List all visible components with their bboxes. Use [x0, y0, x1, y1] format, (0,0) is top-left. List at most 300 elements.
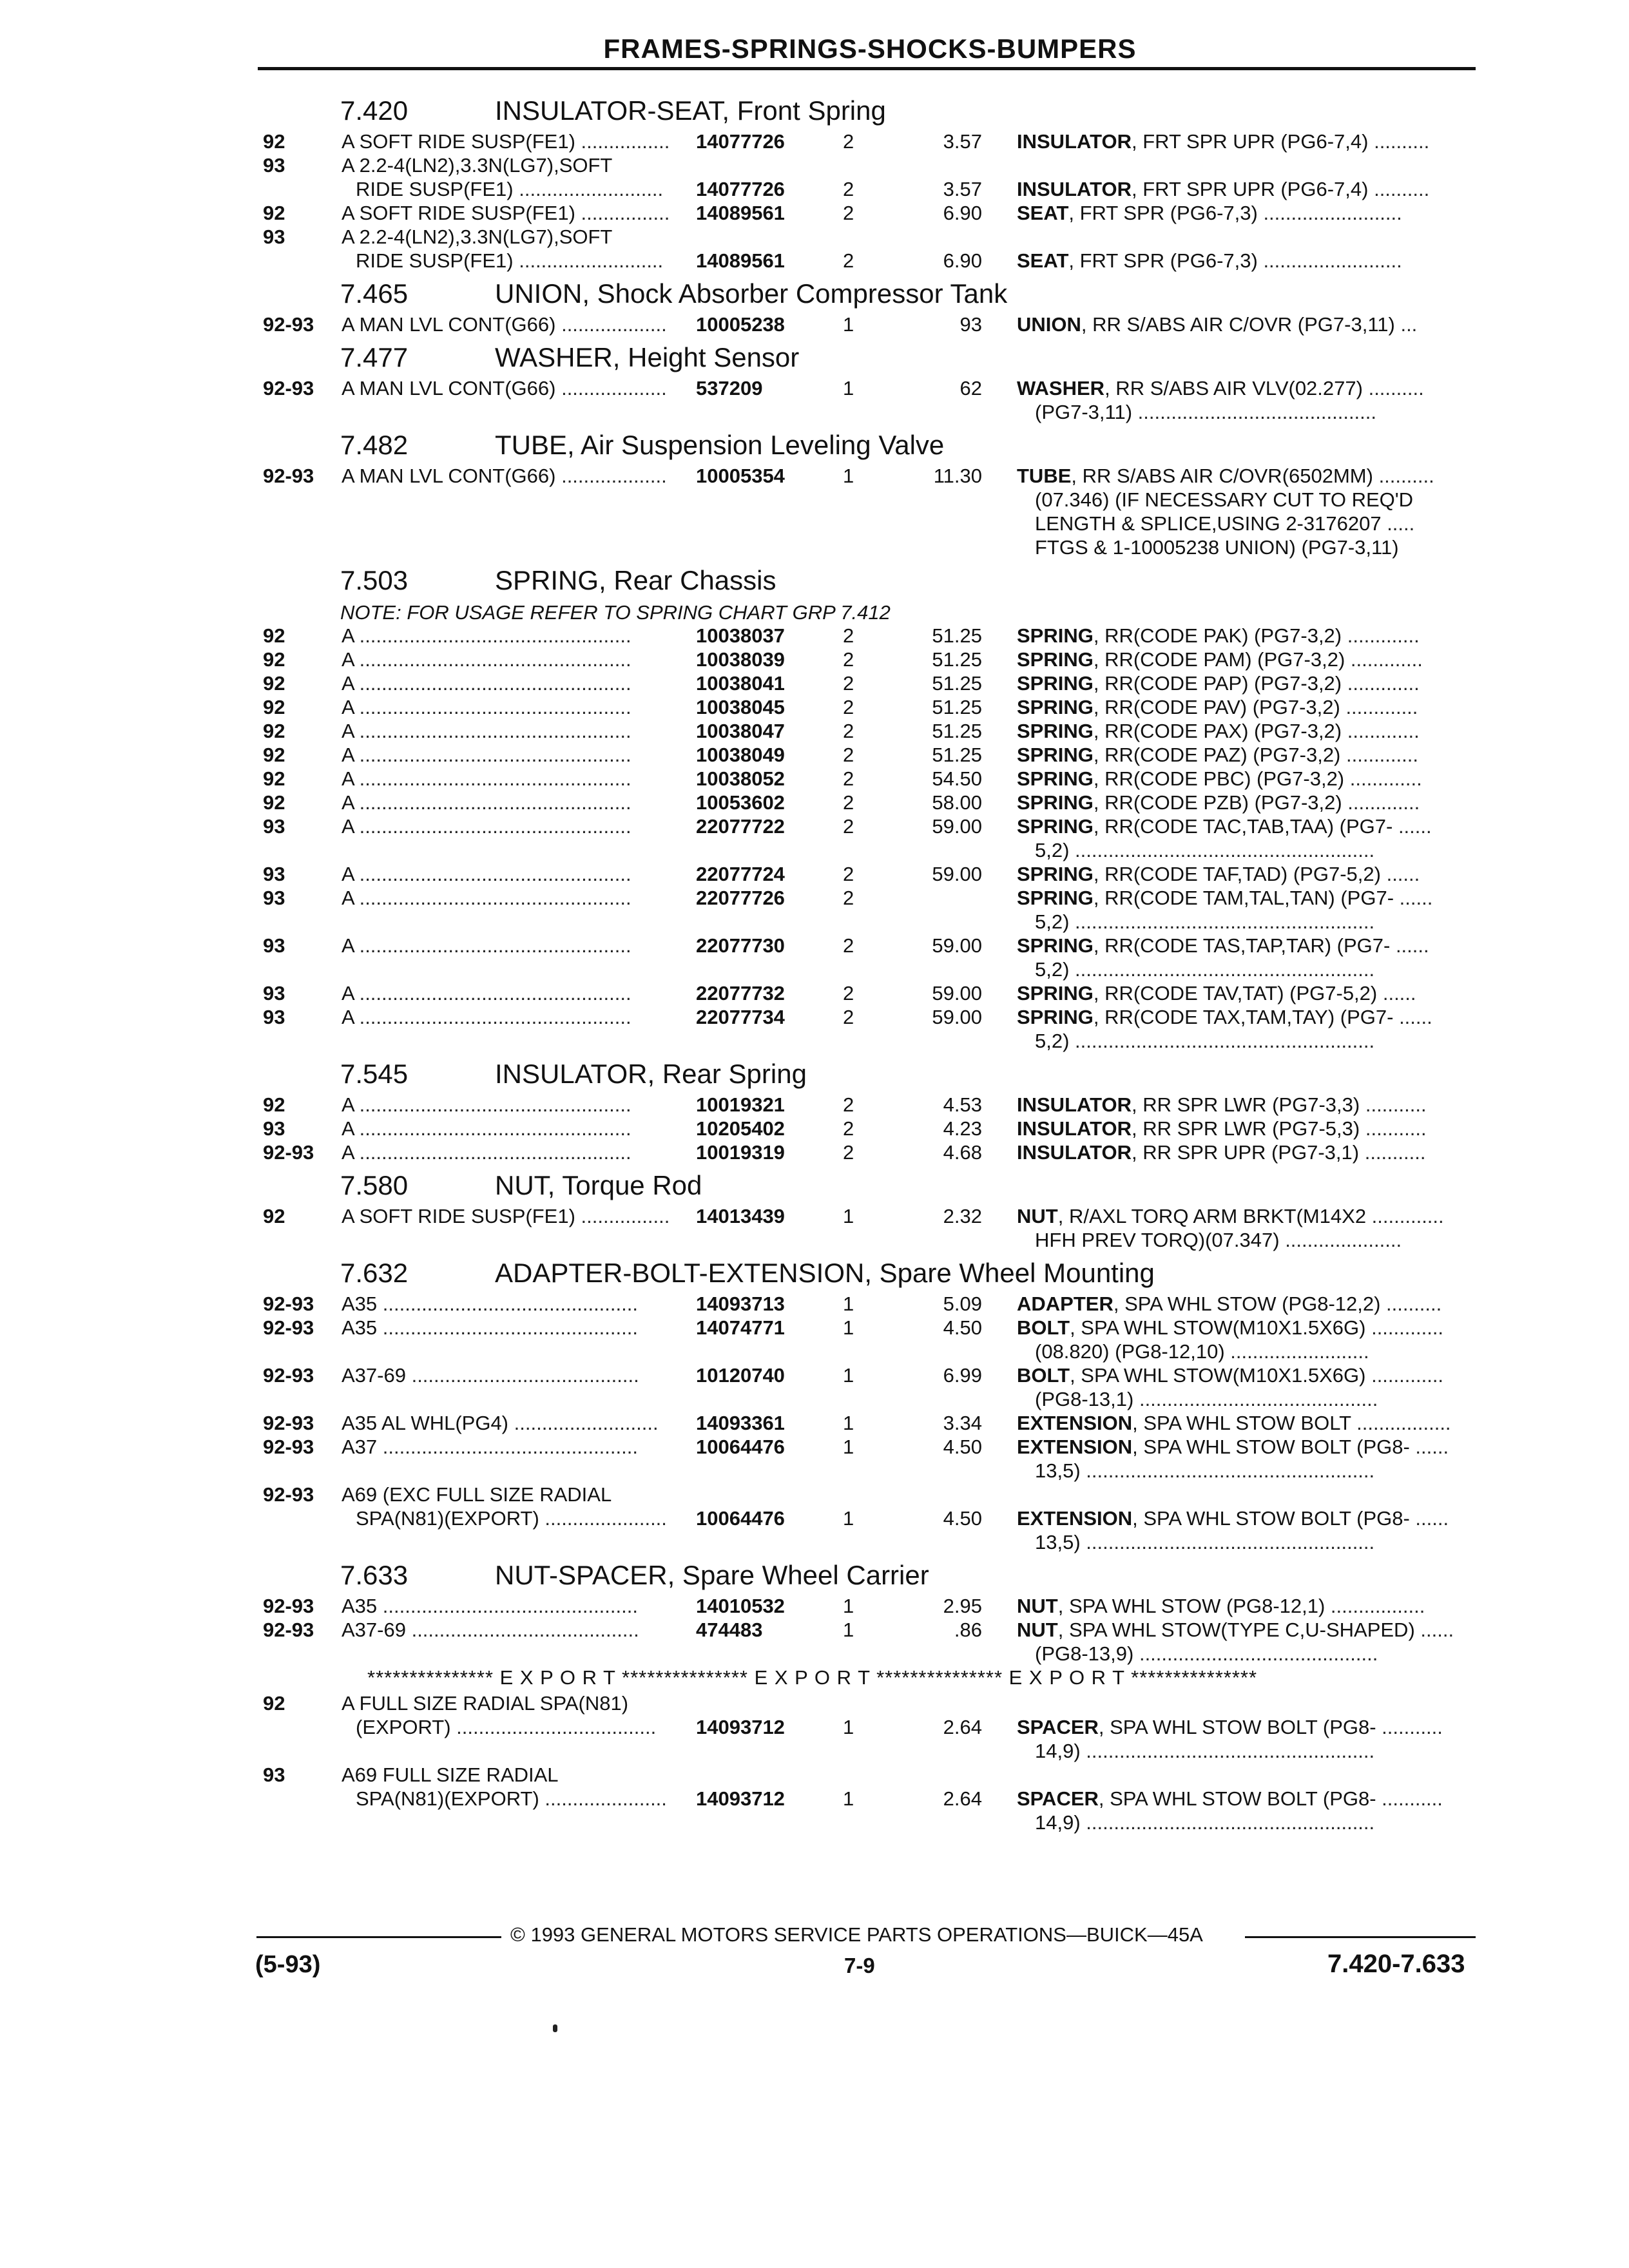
- group-title: TUBE, Air Suspension Leveling Valve: [495, 430, 945, 460]
- price: 4.53: [943, 1093, 982, 1116]
- part-number: 14093713: [696, 1293, 785, 1315]
- quantity: 2: [843, 744, 854, 766]
- usage-text: A: [342, 1141, 354, 1164]
- row-line: [0, 887, 1629, 910]
- usage-text: A MAN LVL CONT(G66): [342, 465, 556, 487]
- leader-dots: ....................................................: [1080, 1459, 1375, 1482]
- usage-note-text: NOTE: FOR USAGE REFER TO SPRING CHART GRP 7.412: [340, 601, 891, 624]
- price: 11.30: [933, 465, 982, 487]
- usage-text: A35: [342, 1293, 378, 1315]
- group-heading: [0, 1253, 1629, 1293]
- usage-text: A35: [342, 1595, 378, 1617]
- table-row: [0, 1436, 1629, 1483]
- usage-description: [342, 1483, 612, 1506]
- quantity: 2: [843, 648, 854, 671]
- usage-text: A69 FULL SIZE RADIAL: [342, 1763, 559, 1786]
- table-row: [0, 982, 1629, 1006]
- group-number: 7.545: [340, 1059, 409, 1089]
- row-line: [0, 178, 1629, 202]
- part-detail: , SPA WHL STOW BOLT (PG8-: [1098, 1716, 1376, 1738]
- part-description: [1017, 1205, 1444, 1228]
- model-year: 92: [263, 791, 285, 814]
- row-line: [0, 982, 1629, 1006]
- group-heading: [0, 1165, 1629, 1205]
- quantity: 1: [843, 1787, 854, 1810]
- leader-dots: .................................................: [353, 648, 631, 671]
- usage-description: [342, 313, 667, 336]
- leader-dots: ......................................................: [1069, 910, 1375, 933]
- part-name: INSULATOR: [1017, 130, 1132, 153]
- leader-dots: ..............................................: [377, 1316, 638, 1339]
- part-description: [1017, 934, 1429, 957]
- price: 59.00: [932, 815, 982, 838]
- leader-dots: ......: [1380, 863, 1420, 885]
- usage-text: A37: [342, 1436, 378, 1458]
- leader-dots: ......................................................: [1069, 839, 1375, 861]
- part-description-continued: [1035, 839, 1374, 862]
- usage-text: A: [342, 791, 354, 814]
- table-row: [0, 815, 1629, 863]
- usage-description: [342, 1692, 628, 1715]
- row-line: [0, 1692, 1629, 1716]
- part-name: SPRING: [1017, 672, 1094, 695]
- part-description: [1017, 1787, 1443, 1811]
- usage-description: [342, 1117, 631, 1140]
- usage-text: SPA(N81)(EXPORT): [356, 1507, 539, 1530]
- table-row: [0, 1205, 1629, 1253]
- leader-dots: .....................: [1279, 1229, 1402, 1251]
- leader-dots: ......: [1394, 887, 1433, 909]
- usage-text: A: [342, 982, 354, 1004]
- group-number: 7.633: [340, 1560, 409, 1590]
- continued-text: 5,2): [1035, 1030, 1070, 1052]
- quantity: 2: [843, 863, 854, 885]
- usage-text: A35 AL WHL(PG4): [342, 1412, 509, 1434]
- part-description: [1017, 1293, 1441, 1316]
- usage-text: A69 (EXC FULL SIZE RADIAL: [342, 1483, 612, 1506]
- table-row: [0, 1364, 1629, 1412]
- leader-dots: .............: [1342, 672, 1420, 695]
- part-detail: , RR(CODE PZB) (PG7-3,2): [1093, 791, 1342, 814]
- leader-dots: .............: [1342, 791, 1420, 814]
- page-header-title: FRAMES-SPRINGS-SHOCKS-BUMPERS: [603, 34, 1137, 64]
- leader-dots: .................: [1325, 1595, 1425, 1617]
- part-number: 22077730: [696, 934, 785, 957]
- price: 2.64: [943, 1716, 982, 1738]
- model-year: 92: [263, 767, 285, 790]
- table-row: [0, 1006, 1629, 1053]
- leader-dots: .................................................: [353, 1141, 631, 1164]
- group-section: [0, 273, 1629, 337]
- group-section: [0, 1053, 1629, 1165]
- row-line: [0, 1740, 1629, 1763]
- quantity: 2: [843, 178, 854, 200]
- group-number: 7.632: [340, 1258, 409, 1288]
- row-line: [0, 1787, 1629, 1811]
- model-year: 93: [263, 154, 285, 177]
- leader-dots: .................................................: [353, 672, 631, 695]
- group-heading: [0, 425, 1629, 465]
- group-heading: [0, 273, 1629, 313]
- part-name: UNION: [1017, 313, 1081, 336]
- part-name: NUT: [1017, 1205, 1058, 1227]
- row-line: [0, 1436, 1629, 1459]
- part-description-continued: [1035, 1388, 1378, 1411]
- footer-revision-date: (5-93): [255, 1951, 321, 1978]
- row-line: [0, 672, 1629, 696]
- model-year: 92: [263, 672, 285, 695]
- part-description: [1017, 887, 1432, 910]
- leader-dots: .............: [1365, 1364, 1444, 1387]
- price: 59.00: [932, 934, 982, 957]
- part-description: [1017, 672, 1420, 695]
- part-description: [1017, 1093, 1427, 1117]
- part-description-continued: [1035, 1811, 1374, 1834]
- leader-dots: ...................: [555, 465, 667, 487]
- leader-dots: .................................................: [353, 1117, 631, 1140]
- usage-description: [356, 1507, 667, 1530]
- part-description: [1017, 791, 1420, 814]
- part-description: [1017, 696, 1418, 719]
- row-line: [0, 536, 1629, 560]
- table-row: [0, 313, 1629, 337]
- part-detail: , SPA WHL STOW(TYPE C,U-SHAPED): [1057, 1619, 1415, 1641]
- leader-dots: .........................................: [405, 1364, 639, 1387]
- row-line: [0, 202, 1629, 226]
- part-name: SPRING: [1017, 744, 1094, 766]
- price: 51.25: [932, 720, 982, 742]
- continued-text: 14,9): [1035, 1811, 1081, 1834]
- group-heading: [0, 90, 1629, 130]
- model-year: 92: [263, 1093, 285, 1116]
- quantity: 1: [843, 1716, 854, 1738]
- usage-description: [342, 696, 631, 719]
- group-section: [0, 1253, 1629, 1555]
- part-name: INSULATOR: [1017, 178, 1132, 200]
- continued-text: 13,5): [1035, 1459, 1081, 1482]
- row-line: [0, 648, 1629, 672]
- model-year: 93: [263, 1763, 285, 1786]
- price: 3.57: [943, 178, 982, 200]
- price: .86: [954, 1619, 982, 1641]
- continued-text: FTGS & 1-10005238 UNION) (PG7-3,11): [1035, 536, 1399, 559]
- part-detail: , FRT SPR UPR (PG6-7,4): [1131, 178, 1369, 200]
- price: 6.99: [943, 1364, 982, 1387]
- part-detail: , RR(CODE TAM,TAL,TAN) (PG7-: [1093, 887, 1394, 909]
- usage-description: [342, 1141, 631, 1164]
- quantity: 2: [843, 767, 854, 790]
- part-number: 22077724: [696, 863, 785, 885]
- usage-text: A: [342, 887, 354, 909]
- price: 6.90: [943, 202, 982, 224]
- part-name: INSULATOR: [1017, 1141, 1132, 1164]
- part-name: SEAT: [1017, 202, 1069, 224]
- part-detail: , RR(CODE TAS,TAP,TAR) (PG7-: [1093, 934, 1391, 957]
- part-name: SPRING: [1017, 624, 1094, 647]
- quantity: 2: [843, 791, 854, 814]
- part-detail: , R/AXL TORQ ARM BRKT(M14X2: [1057, 1205, 1367, 1227]
- part-description: [1017, 863, 1420, 886]
- row-line: [0, 910, 1629, 934]
- model-year: 92: [263, 1205, 285, 1227]
- model-year: 93: [263, 1006, 285, 1028]
- row-line: [0, 401, 1629, 425]
- table-row: [0, 934, 1629, 982]
- table-row: [0, 1595, 1629, 1619]
- usage-description: [342, 767, 631, 791]
- part-description: [1017, 1436, 1449, 1459]
- leader-dots: .................................................: [353, 624, 631, 647]
- part-description: [1017, 1412, 1451, 1435]
- part-number: 14093361: [696, 1412, 785, 1434]
- continued-text: 5,2): [1035, 839, 1070, 861]
- group-title: NUT-SPACER, Spare Wheel Carrier: [495, 1560, 929, 1590]
- price: 59.00: [932, 982, 982, 1004]
- leader-dots: .............: [1344, 767, 1422, 790]
- part-description: [1017, 815, 1432, 838]
- model-year: 92: [263, 720, 285, 742]
- continued-text: 5,2): [1035, 910, 1070, 933]
- usage-description: [342, 1412, 659, 1435]
- leader-dots: ....................................................: [1080, 1531, 1375, 1553]
- row-line: [0, 512, 1629, 536]
- part-name: SPRING: [1017, 863, 1094, 885]
- part-name: EXTENSION: [1017, 1507, 1133, 1530]
- row-line: [0, 130, 1629, 154]
- table-row: [0, 1316, 1629, 1364]
- parts-listing: [0, 90, 1629, 1835]
- table-row: [0, 202, 1629, 226]
- part-detail: , RR SPR UPR (PG7-3,1): [1131, 1141, 1360, 1164]
- table-row: [0, 1293, 1629, 1316]
- part-description: [1017, 720, 1420, 743]
- leader-dots: .............: [1340, 744, 1418, 766]
- part-detail: , RR(CODE PAP) (PG7-3,2): [1093, 672, 1342, 695]
- row-line: [0, 1595, 1629, 1619]
- usage-text: (EXPORT): [356, 1716, 451, 1738]
- leader-dots: ...: [1394, 313, 1418, 336]
- part-name: SPRING: [1017, 815, 1094, 838]
- leader-dots: .................................................: [353, 815, 631, 838]
- usage-text: A: [342, 624, 354, 647]
- quantity: 1: [843, 1619, 854, 1641]
- part-number: 14010532: [696, 1595, 785, 1617]
- usage-text: A: [342, 934, 354, 957]
- leader-dots: .........................: [1224, 1340, 1369, 1363]
- table-row: [0, 154, 1629, 202]
- group-number: 7.477: [340, 342, 409, 372]
- price: 2.32: [943, 1205, 982, 1227]
- row-line: [0, 154, 1629, 178]
- usage-description: [342, 672, 631, 695]
- part-number: 10005238: [696, 313, 785, 336]
- leader-dots: ................: [575, 1205, 670, 1227]
- row-line: [0, 1293, 1629, 1316]
- row-line: [0, 1716, 1629, 1740]
- part-number: 14077726: [696, 130, 785, 153]
- usage-text: A: [342, 1093, 354, 1116]
- usage-text: A: [342, 696, 354, 718]
- export-divider: [0, 1666, 1629, 1692]
- table-row: [0, 672, 1629, 696]
- footer-group-range: 7.420-7.633: [1327, 1950, 1465, 1978]
- row-line: [0, 226, 1629, 249]
- row-line: [0, 815, 1629, 839]
- part-description: [1017, 202, 1402, 225]
- leader-dots: ..............................................: [377, 1436, 638, 1458]
- part-number: 14013439: [696, 1205, 785, 1227]
- quantity: 2: [843, 815, 854, 838]
- model-year: 92-93: [263, 465, 314, 487]
- table-row: [0, 1619, 1629, 1666]
- price: 4.50: [943, 1436, 982, 1458]
- usage-description: [356, 178, 663, 201]
- price: 4.50: [943, 1507, 982, 1530]
- part-description: [1017, 982, 1416, 1005]
- part-name: TUBE: [1017, 465, 1072, 487]
- model-year: 92: [263, 202, 285, 224]
- group-heading: [0, 560, 1629, 600]
- part-description: [1017, 1716, 1443, 1739]
- leader-dots: ......: [1409, 1436, 1449, 1458]
- row-line: [0, 249, 1629, 273]
- usage-text: A35: [342, 1316, 378, 1339]
- usage-description: [342, 934, 631, 957]
- group-title: WASHER, Height Sensor: [495, 342, 800, 372]
- table-row: [0, 1412, 1629, 1436]
- group-heading: [0, 1053, 1629, 1093]
- part-detail: , RR(CODE TAV,TAT) (PG7-5,2): [1093, 982, 1378, 1004]
- quantity: 2: [843, 672, 854, 695]
- part-description-continued: [1035, 910, 1374, 934]
- row-line: [0, 791, 1629, 815]
- leader-dots: ....................................: [450, 1716, 657, 1738]
- group-section: [0, 90, 1629, 273]
- price: 3.34: [943, 1412, 982, 1434]
- usage-description: [342, 1006, 631, 1029]
- model-year: 93: [263, 815, 285, 838]
- part-number: 10038045: [696, 696, 785, 718]
- group-title: INSULATOR, Rear Spring: [495, 1059, 807, 1089]
- group-title: ADAPTER-BOLT-EXTENSION, Spare Wheel Mounting: [495, 1258, 1155, 1288]
- leader-dots: ...........: [1376, 1787, 1443, 1810]
- model-year: 92-93: [263, 1141, 314, 1164]
- model-year: 92: [263, 624, 285, 647]
- quantity: 2: [843, 720, 854, 742]
- leader-dots: .................................................: [353, 1093, 631, 1116]
- price: 2.64: [943, 1787, 982, 1810]
- usage-description: [342, 720, 631, 743]
- part-name: WASHER: [1017, 377, 1105, 399]
- quantity: 1: [843, 1436, 854, 1458]
- footer-rule-right: [1245, 1936, 1476, 1938]
- leader-dots: ...........: [1360, 1093, 1427, 1116]
- leader-dots: .................................................: [353, 720, 631, 742]
- continued-text: 14,9): [1035, 1740, 1081, 1762]
- model-year: 93: [263, 887, 285, 909]
- table-row: [0, 1117, 1629, 1141]
- row-line: [0, 1388, 1629, 1412]
- leader-dots: .................................................: [353, 887, 631, 909]
- leader-dots: ...................: [555, 313, 667, 336]
- part-number: 10053602: [696, 791, 785, 814]
- price: 51.25: [932, 624, 982, 647]
- price: 58.00: [932, 791, 982, 814]
- part-detail: , SPA WHL STOW(M10X1.5X6G): [1070, 1316, 1366, 1339]
- leader-dots: ....................................................: [1080, 1740, 1375, 1762]
- usage-text: A: [342, 767, 354, 790]
- group-heading: [0, 337, 1629, 377]
- model-year: 93: [263, 863, 285, 885]
- row-line: [0, 863, 1629, 887]
- part-number: 14074771: [696, 1316, 785, 1339]
- part-detail: , RR(CODE PAV) (PG7-3,2): [1093, 696, 1340, 718]
- usage-text: A: [342, 863, 354, 885]
- part-number: 14089561: [696, 249, 785, 272]
- price: 5.09: [943, 1293, 982, 1315]
- quantity: 2: [843, 887, 854, 909]
- part-name: NUT: [1017, 1619, 1058, 1641]
- part-name: SPRING: [1017, 887, 1094, 909]
- model-year: 92: [263, 130, 285, 153]
- leader-dots: ....................................................: [1080, 1811, 1375, 1834]
- part-description-continued: [1035, 958, 1374, 981]
- usage-description: [342, 1205, 670, 1228]
- leader-dots: ..........................: [508, 1412, 659, 1434]
- part-number: 10038037: [696, 624, 785, 647]
- table-row: [0, 744, 1629, 767]
- quantity: 2: [843, 1117, 854, 1140]
- group-title: UNION, Shock Absorber Compressor Tank: [495, 278, 1008, 309]
- leader-dots: ...........................................: [1133, 1388, 1378, 1410]
- continued-text: 13,5): [1035, 1531, 1081, 1553]
- part-description-continued: [1035, 1642, 1378, 1666]
- part-number: 10019319: [696, 1141, 785, 1164]
- part-number: 22077732: [696, 982, 785, 1004]
- row-line: [0, 624, 1629, 648]
- row-line: [0, 1316, 1629, 1340]
- leader-dots: ......: [1377, 982, 1416, 1004]
- part-description: [1017, 1316, 1443, 1340]
- quantity: 2: [843, 1093, 854, 1116]
- model-year: 92-93: [263, 1595, 314, 1617]
- continued-text: (07.346) (IF NECESSARY CUT TO REQ'D: [1035, 488, 1414, 511]
- quantity: 1: [843, 1595, 854, 1617]
- usage-description: [356, 1787, 667, 1811]
- row-line: [0, 377, 1629, 401]
- group-heading: [0, 1555, 1629, 1595]
- leader-dots: .............: [1342, 720, 1420, 742]
- row-line: [0, 1811, 1629, 1835]
- usage-text: A: [342, 744, 354, 766]
- usage-text: A FULL SIZE RADIAL SPA(N81): [342, 1692, 629, 1715]
- continued-text: 5,2): [1035, 958, 1070, 981]
- part-description: [1017, 1141, 1425, 1164]
- part-detail: , RR SPR LWR (PG7-3,3): [1131, 1093, 1360, 1116]
- model-year: 92-93: [263, 1293, 314, 1315]
- group-number: 7.482: [340, 430, 409, 460]
- leader-dots: ...........: [1359, 1141, 1426, 1164]
- usage-text: A37-69: [342, 1364, 406, 1387]
- part-detail: , RR(CODE PAK) (PG7-3,2): [1093, 624, 1342, 647]
- usage-description: [342, 1436, 638, 1459]
- usage-description: [342, 202, 670, 225]
- row-line: [0, 1459, 1629, 1483]
- part-name: SPRING: [1017, 720, 1094, 742]
- table-row: [0, 624, 1629, 648]
- usage-text: A37-69: [342, 1619, 406, 1641]
- part-description: [1017, 767, 1422, 791]
